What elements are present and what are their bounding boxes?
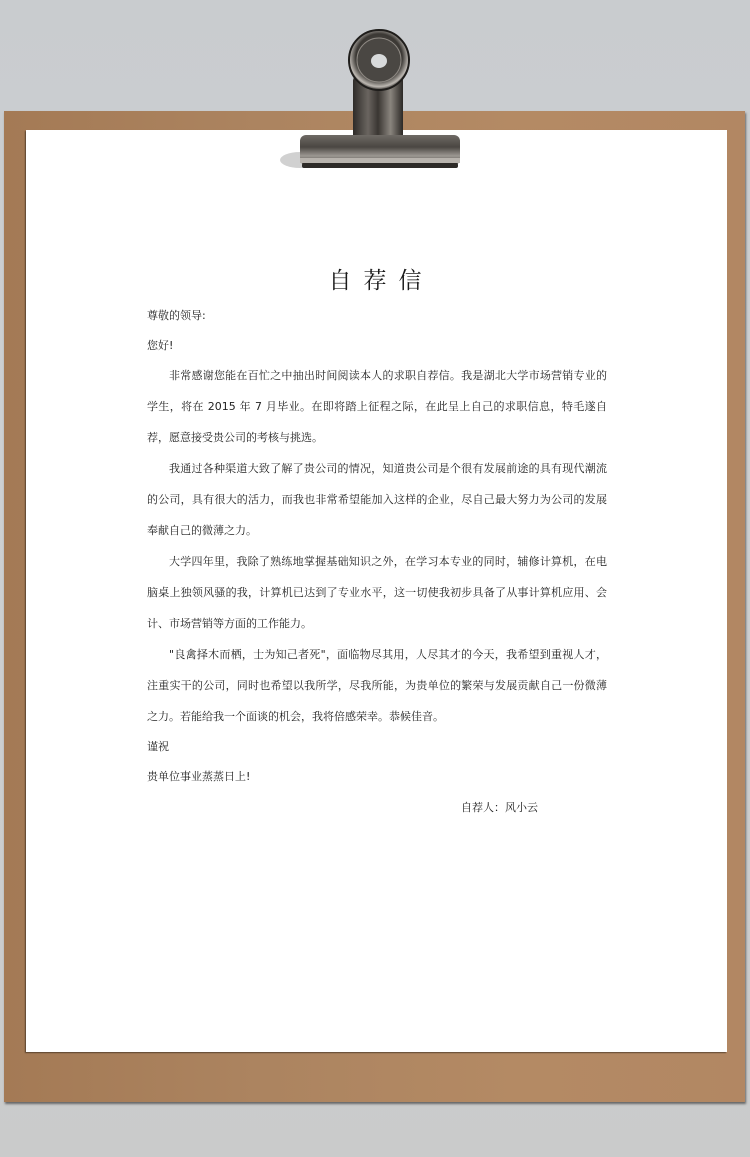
paragraph-4: "良禽择木而栖，士为知己者死"，面临物尽其用，人尽其才的今天，我希望到重视人才，注重实干的公司，同时也希望以我所学，尽我所能，为贵单位的繁荣与发展贡献自己一份微薄之力。若能给我一个面谈的机会，我将倍感荣幸。恭候佳音。 [147, 648, 607, 723]
closing-blessing: 贵单位事业蒸蒸日上! [147, 770, 251, 783]
paragraph-3: 大学四年里，我除了熟练地掌握基础知识之外，在学习本专业的同时，辅修计算机，在电脑桌上独领风骚的我，计算机已达到了专业水平，这一切使我初步具备了从事计算机应用、会计、市场营销等方面的工作能力。 [147, 555, 607, 630]
letter-title: 自荐信 [328, 268, 434, 294]
paragraph-2: 我通过各种渠道大致了解了贵公司的情况，知道贵公司是个很有发展前途的具有现代潮流的公司，具有很大的活力，而我也非常希望能加入这样的企业，尽自己最大努力为公司的发展奉献自己的微薄之力。 [147, 462, 607, 537]
salutation: 尊敬的领导: [147, 309, 206, 322]
paragraph-1: 非常感谢您能在百忙之中抽出时间阅读本人的求职自荐信。我是湖北大学市场营销专业的学生，将在 2015 年 7 月毕业。在即将踏上征程之际，在此呈上自己的求职信息，特毛遂自荐，愿意接受贵公司的考核与挑选。 [147, 369, 607, 444]
greeting: 您好! [147, 339, 174, 352]
signature: 自荐人：风小云 [461, 801, 538, 814]
closing-wishes: 谨祝 [147, 740, 169, 753]
